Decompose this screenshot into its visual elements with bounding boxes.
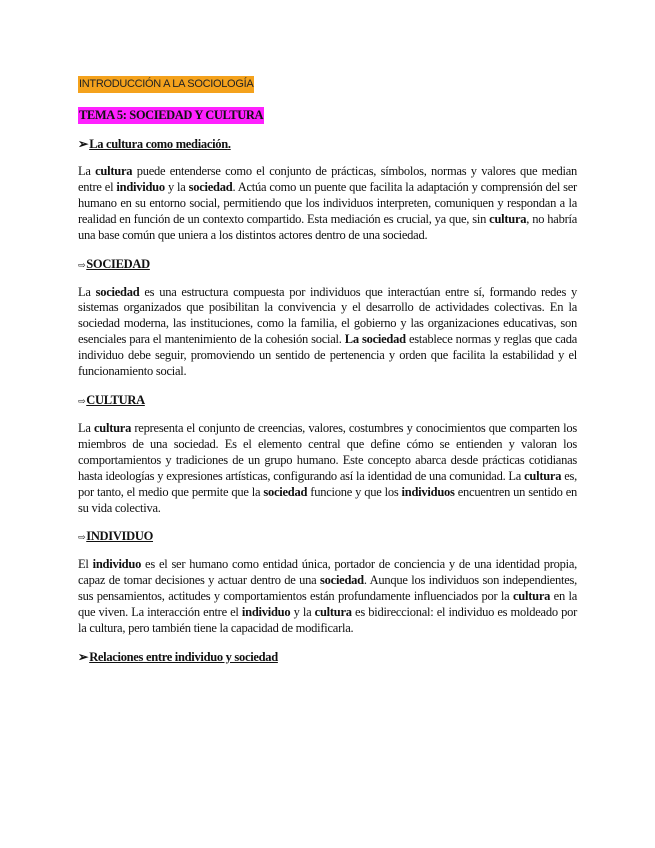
- double-arrow-icon: ⇨: [78, 532, 86, 543]
- bold-term: cultura: [314, 605, 352, 620]
- heading-trail: .: [227, 137, 231, 151]
- double-arrow-icon: ⇨: [78, 259, 86, 270]
- bold-term: cultura: [489, 211, 527, 226]
- section-heading-cultura: [78, 392, 577, 409]
- text-run: . Aunque los individuos son independientes, sus pensamientos, actitudes y comportamientos están profundamente influenciados por la: [78, 573, 577, 604]
- text-run: encuentren un sentido en su vida colectiva.: [78, 484, 578, 515]
- paragraph-individuo: [78, 557, 577, 637]
- paragraph-mediacion: [78, 164, 577, 244]
- double-arrow-icon: ⇨: [78, 395, 86, 406]
- text-run: funcione y que los: [307, 484, 402, 499]
- text-run: es una estructura compuesta por individuos que interactúan entre sí, formando redes y sistemas organizados que posibilitan la convivencia y el desarrollo de actividades colectivas. En la sociedad moderna, las instituciones, como la familia, el gobierno y las organizaciones educativas, son esenciales para el mantenimiento de la cohesión social.: [78, 284, 577, 347]
- arrow-bullet-icon: ➢: [78, 137, 89, 151]
- bold-term: cultura: [93, 420, 132, 435]
- bold-term: sociedad: [263, 484, 308, 499]
- bold-term: sociedad: [95, 284, 140, 299]
- text-run: La: [78, 164, 96, 178]
- bold-term: cultura: [95, 164, 133, 178]
- paragraph-cultura: [78, 421, 577, 516]
- bold-term: individuo: [241, 605, 291, 620]
- arrow-bullet-icon: ➢: [78, 649, 89, 664]
- bold-term: individuo: [92, 557, 142, 572]
- bold-term: sociedad: [188, 179, 233, 194]
- section-heading-relaciones: [78, 649, 577, 665]
- text-run: es bidireccional: el individuo es moldeado por la cultura, pero también tiene la capacidad de modificarla.: [78, 605, 577, 636]
- course-title: INTRODUCCIÓN A LA SOCIOLOGÍA: [78, 76, 254, 93]
- heading-text: Relaciones entre individuo y sociedad: [89, 649, 278, 664]
- text-run: en la que viven. La interacción entre el: [78, 589, 577, 620]
- text-run: es el ser humano como entidad única, portador de conciencia y de una identidad propia, capaz de tomar decisiones y actuar dentro de una: [78, 557, 577, 588]
- course-title-line: [78, 74, 577, 93]
- paragraph-sociedad: [78, 285, 577, 380]
- topic-title-line: [78, 93, 577, 124]
- topic-title: TEMA 5: SOCIEDAD Y CULTURA: [79, 108, 264, 122]
- text-run: representa el conjunto de creencias, valores, costumbres y conocimientos que comparten los miembros de una sociedad. Es el elemento central que define cómo se entienden y valoran los comportamientos y tradiciones de un grupo humano. Este concepto abarca desde prácticas cotidianas hasta ideologías y expresiones artísticas, configurando así la identidad de una comunidad. La: [78, 420, 577, 483]
- text-run: y la: [164, 179, 189, 194]
- text-run: establece normas y reglas que cada individuo debe seguir, promoviendo un sentido de pertenencia y orden que facilita la estabilidad y el funcionamiento social.: [78, 332, 577, 379]
- bold-term: La sociedad: [344, 332, 406, 347]
- section-heading-sociedad: [78, 256, 577, 273]
- text-run: puede entenderse como el conjunto de prácticas, símbolos, normas y valores que median entre el: [78, 164, 578, 194]
- heading-text: CULTURA: [86, 392, 145, 407]
- section-heading-individuo: [78, 528, 577, 545]
- text-run: , no habría una base común que uniera a los distintos actores dentro de una sociedad.: [78, 211, 578, 242]
- text-run: es, por tanto, el medio que permite que la: [78, 468, 577, 499]
- text-run: y la: [290, 605, 315, 620]
- text-run: El: [78, 557, 93, 572]
- bold-term: sociedad: [320, 573, 364, 588]
- bold-term: cultura: [524, 468, 562, 483]
- heading-text: SOCIEDAD: [86, 256, 150, 271]
- section-heading-mediacion: [78, 136, 577, 152]
- bold-term: individuos: [401, 484, 455, 499]
- bold-term: cultura: [512, 589, 551, 604]
- text-run: La: [78, 420, 94, 435]
- heading-text: La cultura como mediación: [89, 137, 228, 151]
- document-body: [78, 74, 577, 665]
- bold-term: individuo: [116, 179, 165, 194]
- text-run: La: [78, 284, 96, 299]
- text-run: . Actúa como un puente que facilita la adaptación y comprensión del ser humano en su entorno social, permitiendo que los individuos interpreten, comuniquen y respondan a la realidad en función de un contexto compartido. Esta mediación es crucial, ya que, sin: [78, 179, 577, 226]
- heading-text: INDIVIDUO: [86, 529, 154, 544]
